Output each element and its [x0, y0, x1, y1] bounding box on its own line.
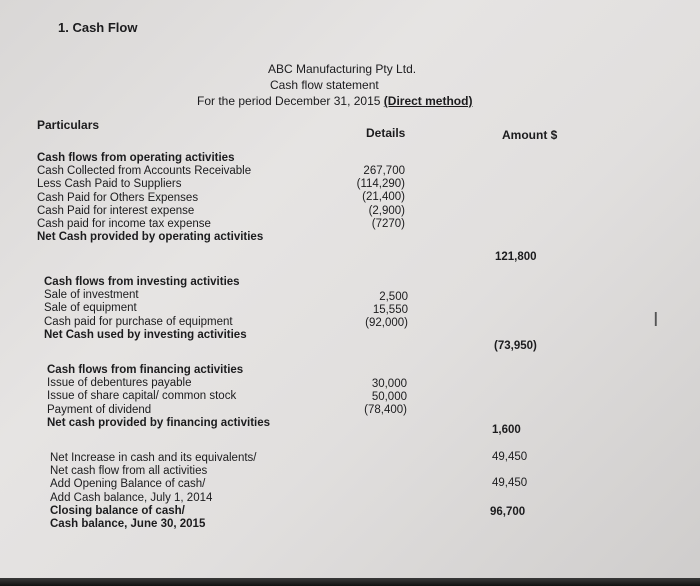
screen-bezel: [0, 578, 700, 586]
financing-total-amount: 1,600: [492, 424, 521, 436]
summary-line: Net Increase in cash and its equivalents/: [50, 452, 257, 464]
detail-value: (21,400): [362, 191, 405, 204]
summary-line: Add Cash balance, July 1, 2014: [50, 491, 213, 504]
detail-value: (92,000): [365, 317, 408, 330]
column-header-details: Details: [366, 126, 406, 140]
section-total-label: Net cash provided by financing activities: [47, 416, 271, 429]
column-header-particulars: Particulars: [37, 118, 100, 132]
line-item-label: Sale of investment: [44, 289, 139, 302]
detail-value: 2,500: [379, 291, 408, 303]
operating-details: [340, 165, 405, 231]
line-item-label: Sale of equipment: [44, 302, 137, 315]
statement-title: Cash flow statement: [270, 78, 379, 92]
line-item-label: Cash Collected from Accounts Receivable: [37, 165, 252, 178]
detail-value: (114,290): [356, 178, 405, 191]
summary-amount-closing: 96,700: [490, 506, 526, 518]
summary-amount-net-increase: 49,450: [492, 451, 528, 463]
section-title: Cash flows from financing activities: [47, 364, 244, 376]
column-header-amount: Amount $: [502, 128, 558, 142]
operating-total-amount: 121,800: [495, 251, 537, 263]
section-total-label: Net Cash used by investing activities: [44, 328, 247, 341]
financing-details: [342, 378, 407, 418]
method-label: (Direct method): [383, 94, 473, 108]
summary-line: Net cash flow from all activities: [50, 465, 208, 478]
detail-value: (7270): [371, 217, 405, 230]
line-item-label: Cash Paid for interest expense: [37, 204, 195, 217]
line-item-label: Issue of debentures payable: [47, 377, 192, 390]
line-item-label: Payment of dividend: [47, 403, 152, 416]
detail-value: (2,900): [368, 204, 405, 217]
line-item-label: Cash paid for income tax expense: [37, 218, 211, 231]
period-text: For the period December 31, 2015: [197, 94, 381, 108]
summary-amount-opening: 49,450: [492, 477, 528, 489]
section-heading: 1. Cash Flow: [58, 20, 138, 35]
detail-value: 15,550: [372, 304, 408, 317]
line-item-label: Cash paid for purchase of equipment: [44, 315, 233, 328]
summary-section: [50, 452, 256, 531]
section-title: Cash flows from investing activities: [44, 276, 240, 288]
line-item-label: Less Cash Paid to Suppliers: [37, 178, 182, 191]
investing-total-amount: (73,950): [494, 340, 537, 352]
section-title: Cash flows from operating activities: [37, 152, 235, 164]
summary-line: Cash balance, June 30, 2015: [50, 518, 206, 531]
line-item-label: Cash Paid for Others Expenses: [37, 191, 199, 204]
investing-details: [343, 291, 408, 331]
text-cursor-icon: I: [653, 309, 659, 331]
detail-value: (78,400): [364, 404, 407, 417]
summary-line: Add Opening Balance of cash/: [50, 478, 206, 491]
summary-line: Closing balance of cash/: [50, 504, 185, 517]
detail-value: 267,700: [363, 165, 405, 177]
financing-section: [47, 364, 270, 430]
statement-period: [197, 94, 472, 108]
detail-value: 30,000: [371, 378, 407, 390]
investing-section: [44, 276, 247, 342]
line-item-label: Issue of share capital/ common stock: [47, 390, 237, 403]
company-name: ABC Manufacturing Pty Ltd.: [268, 62, 417, 76]
section-total-label: Net Cash provided by operating activities: [37, 231, 264, 244]
detail-value: 50,000: [371, 391, 407, 404]
operating-section: [37, 152, 263, 244]
